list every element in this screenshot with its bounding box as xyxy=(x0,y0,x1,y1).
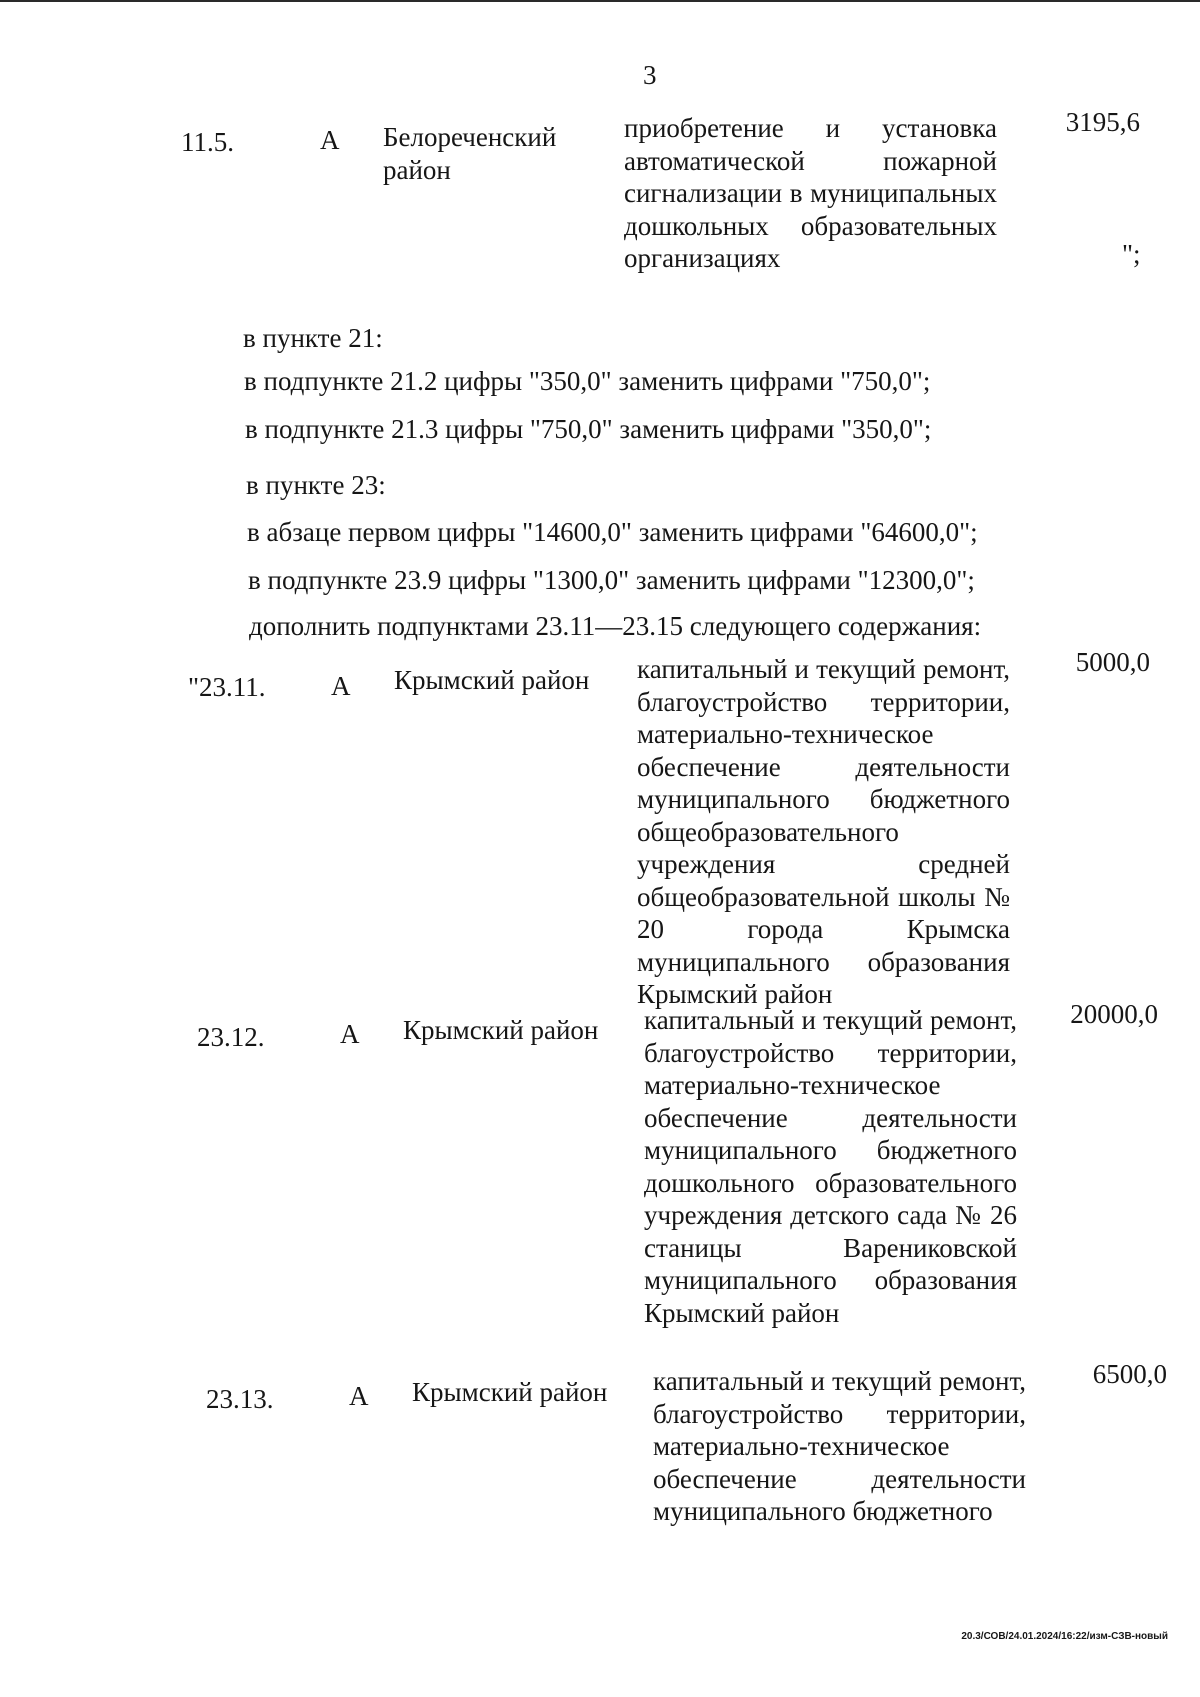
row-description: капитальный и текущий ремонт, благоустройство территории, материально-техническое обеспечение деятельности муниципального бюджетного общеобразовательного учреждения средней общеобразовательной школы № 20 города Крымска муниципального образования Крымский район xyxy=(637,654,1010,1009)
row-group: А xyxy=(331,671,351,701)
row-amount: 20000,0 xyxy=(1070,999,1158,1029)
row-group: А xyxy=(340,1019,360,1049)
row-amount: 6500,0 xyxy=(1092,1359,1167,1389)
paragraph: в подпункте 23.9 цифры "1300,0" заменить цифрами "12300,0"; xyxy=(248,565,975,595)
row-description: капитальный и текущий ремонт, благоустройство территории, материально-техническое обеспечение деятельности муниципального бюджетного xyxy=(653,1366,1026,1526)
row-district: Крымский район xyxy=(403,1015,599,1045)
scan-top-edge xyxy=(0,0,1200,2)
closing-quote: "; xyxy=(1122,239,1141,269)
row-amount: 5000,0 xyxy=(1075,647,1150,677)
row-description: капитальный и текущий ремонт, благоустройство территории, материально-техническое обеспечение деятельности муниципального бюджетного дошкольного образовательного учреждения детского сада № 26 станицы Варениковской муниципального образования Крымский район xyxy=(644,1005,1017,1328)
row-district: Крымский район xyxy=(412,1377,608,1407)
row-number: "23.11. xyxy=(188,672,266,702)
row-district: Белореченский район xyxy=(383,122,557,185)
document-footer-code: 20.3/СОВ/24.01.2024/16:22/изм-СЗВ-новый xyxy=(961,1631,1168,1642)
row-amount: 3195,6 xyxy=(1065,107,1140,137)
paragraph: дополнить подпунктами 23.11—23.15 следующего содержания: xyxy=(249,611,982,641)
paragraph: в подпункте 21.2 цифры "350,0" заменить цифрами "750,0"; xyxy=(244,366,931,396)
row-description: приобретение и установка автоматической пожарной сигнализации в муниципальных дошкольных образовательных организациях xyxy=(624,113,997,273)
row-number: 23.13. xyxy=(206,1384,274,1414)
row-district: Крымский район xyxy=(394,665,590,695)
paragraph: в пункте 23: xyxy=(246,470,386,500)
row-group: А xyxy=(320,125,340,155)
page-number: 3 xyxy=(643,60,657,90)
paragraph: в подпункте 21.3 цифры "750,0" заменить цифрами "350,0"; xyxy=(245,414,932,444)
row-group: А xyxy=(349,1381,369,1411)
paragraph: в пункте 21: xyxy=(243,323,383,353)
row-number: 11.5. xyxy=(181,127,234,157)
paragraph: в абзаце первом цифры "14600,0" заменить цифрами "64600,0"; xyxy=(247,517,978,547)
row-number: 23.12. xyxy=(197,1022,265,1052)
